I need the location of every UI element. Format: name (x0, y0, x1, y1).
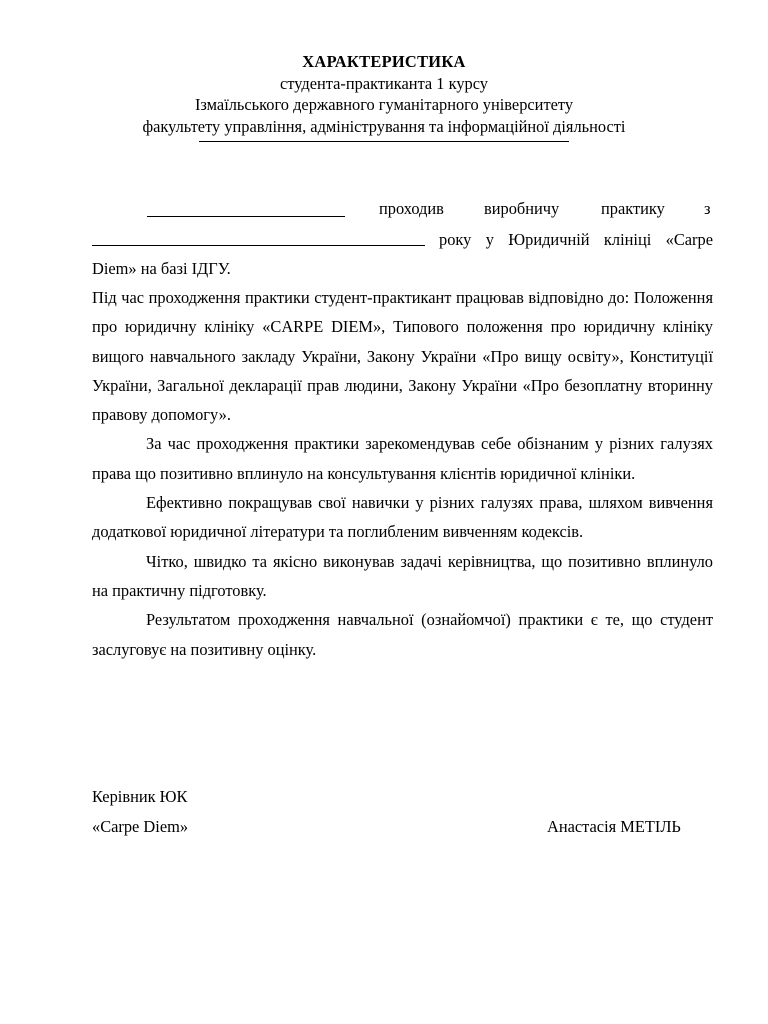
signatory-role-line-1: Керівник ЮК (92, 787, 188, 806)
intro-word-2: виробничу (484, 199, 560, 218)
paragraph-skills: Ефективно покращував свої навички у різних галузях права, шляхом вивчення додаткової юридичної літератури та поглибленим вивченням кодексів. (92, 493, 713, 542)
header-subtitle-line-2: Ізмаїльського державного гуманітарного університету (194, 95, 574, 114)
header-blank-line (199, 141, 569, 142)
student-name-blank (147, 196, 345, 217)
document-body (92, 283, 713, 664)
document-title: ХАРАКТЕРИСТИКА (302, 52, 466, 71)
paragraph-result: Результатом проходження навчальної (ознайомчої) практики є те, що студент заслуговує на позитивну оцінку. (92, 610, 713, 659)
signatory-role-line-2: «Carpe Diem» (92, 817, 189, 836)
paragraph-knowledge: За час проходження практики зарекомендував себе обізнаним у різних галузях права що позитивно вплинуло на консультування клієнтів юридичної клініки. (92, 434, 713, 483)
paragraph-regulations: Під час проходження практики студент-практикант працював відповідно до: Положення про юридичну клініку «CARPE DIEM», Типового положення про юридичну клініку вищого навчального закладу України, Закону України «Про вищу освіту», Конституції України, Загальної декларації прав людини, Закону України «Про безоплатну вторинну правову допомогу». (92, 288, 713, 425)
intro-line-2: року у Юридичній клініці «Carpe (439, 230, 713, 249)
intro-word-3: практику (601, 199, 665, 218)
practice-dates-blank (92, 225, 425, 246)
intro-line-3: Diem» на базі ІДГУ. (92, 259, 231, 278)
header-subtitle-line-1: студента-практиканта 1 курсу (280, 73, 488, 93)
signatory-name: Анастасія МЕТІЛЬ (547, 817, 681, 836)
header-subtitle-line-3: факультету управління, адміністрування та інформаційної діяльності (142, 116, 626, 136)
document-header (0, 51, 768, 142)
intro-word-4: з (704, 199, 711, 218)
paragraph-tasks: Чітко, швидко та якісно виконував задачі керівництва, що позитивно вплинуло на практичну підготовку. (92, 551, 713, 600)
intro-word-1: проходив (379, 199, 444, 218)
